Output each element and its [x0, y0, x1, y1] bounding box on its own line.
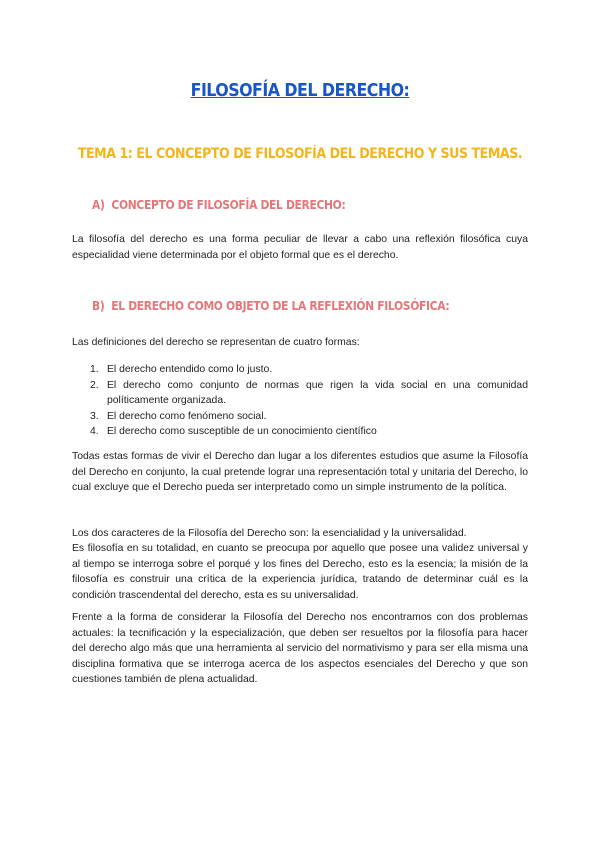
list-item	[90, 362, 528, 378]
list-item-text: El derecho entendido como lo justo.	[107, 364, 273, 375]
definitions-list	[90, 362, 528, 440]
paragraph-estudios: Todas estas formas de vivir el Derecho dan lugar a los diferentes estudios que asume la Filosofía del Derecho en conjunto, la cual pretende lograr una representación total y unitaria del Derecho, lo cual excluye que el Derecho pueda ser interpretado como un simple instrumento de la política.	[72, 451, 528, 494]
paragraph-problemas: Frente a la forma de considerar la Filosofía del Derecho nos encontramos con dos problemas actuales: la tecnificación y la especialización, que deben ser resueltos por la filosofía para hacer del derecho algo más que una herramienta al servicio del normativismo y para ser ella misma una disciplina formativa que se interroga acerca de los aspectos esenciales del Derecho y que son cuestiones también de plena actualidad.	[72, 612, 528, 686]
document-title: FILOSOFÍA DEL DERECHO:	[190, 80, 410, 101]
definitions-intro: Las definiciones del derecho se representan de cuatro formas:	[72, 337, 360, 348]
list-item-number: 1.	[90, 364, 99, 375]
list-item	[90, 409, 528, 425]
paragraph-universalidad: Es filosofía en su totalidad, en cuanto se preocupa por aquello que posee una validez universal y al tiempo se interroga sobre el porqué y los fines del Derecho, esto es la esencia; la misión de la filosofía es construir una crítica de la experiencia jurídica, tratando de determinar cuál es la condición trascendental del derecho, esta es su universalidad.	[72, 543, 528, 601]
list-item-number: 2.	[90, 379, 99, 391]
list-item-text: El derecho como susceptible de un conocimiento científico	[107, 426, 377, 438]
list-item	[90, 378, 528, 409]
section-heading-b	[92, 298, 449, 313]
list-item-text: El derecho como conjunto de normas que rigen la vida social en una comunidad políticamente organizada.	[107, 379, 528, 407]
section-heading-a	[92, 197, 345, 212]
paragraph-caracteres: Los dos caracteres de la Filosofía del Derecho son: la esencialidad y la universalidad.	[72, 528, 467, 539]
list-item-number: 3.	[90, 410, 99, 422]
section-heading-a-text: CONCEPTO DE FILOSOFÍA DEL DERECHO:	[111, 197, 346, 212]
list-item-number: 4.	[90, 426, 99, 438]
tema-title: TEMA 1: EL CONCEPTO DE FILOSOFÍA DEL DERECHO Y SUS TEMAS.	[77, 146, 523, 162]
section-letter-a: A)	[92, 197, 105, 212]
section-heading-b-text: EL DERECHO COMO OBJETO DE LA REFLEXIÓN FILOSÓFICA:	[111, 298, 450, 313]
list-item-text: El derecho como fenómeno social.	[107, 410, 267, 422]
section-letter-b: B)	[92, 298, 105, 313]
list-item	[90, 424, 528, 440]
section-a-paragraph: La filosofía del derecho es una forma peculiar de llevar a cabo una reflexión filosófica cuya especialidad viene determinada por el objeto formal que es el derecho.	[72, 234, 528, 261]
